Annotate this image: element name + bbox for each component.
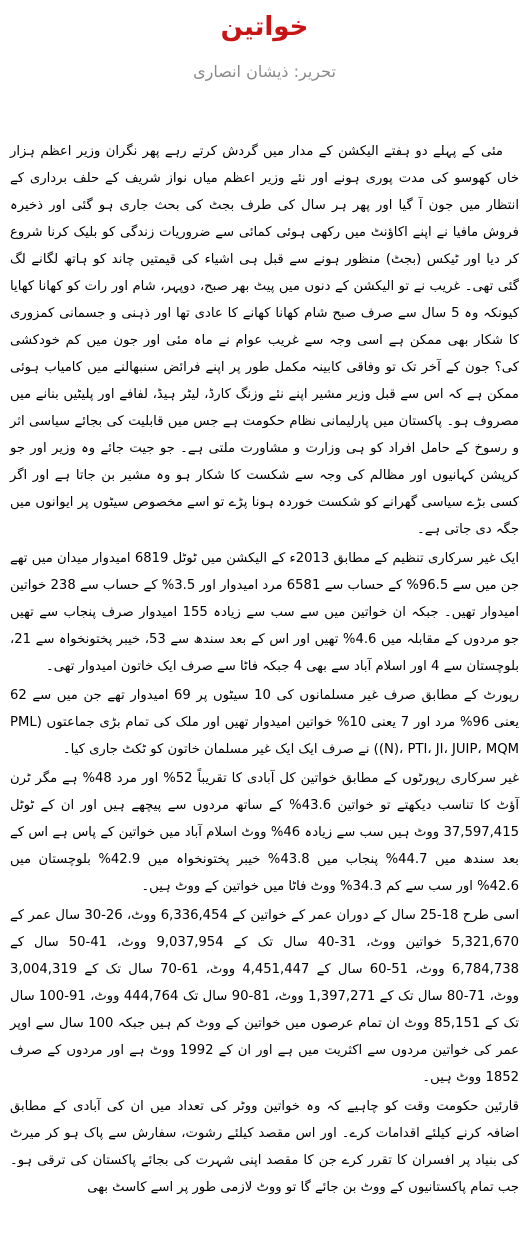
paragraph-intro: مئی کے پہلے دو ہفتے الیکشن کے مدار میں گردش کرتے رہے پھر نگران وزیر اعظم ہزار خاں کھوسو کی مدت پوری ہونے اور نئے وزیر اعظم میاں نواز شریف کے حلف برداری کے انتظار میں جون آ گیا اور پھر ہر سال کی طرف بجٹ کی بحث جاری ہو گئی اور ذخیرہ فروش مافیا نے اپنے اکاؤنٹ میں رکھی ہوئی کمائی سے ضروریات زندگی کو بلیک کرنا شروع کر دیا اور ٹیکس (بجٹ) منظور ہونے سے قبل ہی اشیاء کی قیمتیں چاند کو ہاتھ لگانے لگ گئی تھی۔ غریب نے تو الیکشن کے دنوں میں پیٹ بھر صبح، دوپہر، شام اور رات کو کھانا کھایا کیونکہ وہ 5 سال سے صرف صبح شام کھانا کھانے کا عادی تھا اور ذہنی و جسمانی کمزوری کا شکار بھی ممکن ہے اسی وجہ سے غریب عوام نے ماہ مئی اور جون میں کم خودکشی کی؟ جون کے آخر تک تو وفاقی کابینہ مکمل طور پر اپنے فرائض سنبھالنے میں کامیاب ہوئی ممکن ہے کہ اس سے قبل وزیر مشیر اپنے نئے وزنگ کارڈ، لیٹر ہیڈ، لفافے اور پلیٹیں بنانے میں مصروف ہو۔ پاکستان میں پارلیمانی نظام حکومت ہے جس میں قابلیت کی بجائے سیاسی اثر و رسوخ کے حامل افراد کو ہی وزارت و مشاورت ملتی ہے۔ جو جیت جائے وہ وزیر اور جو کرپشن کہانیوں اور مظالم کی وجہ سے شکست کا شکار ہو وہ مشیر بن جاتا ہے اور اگر کسی بڑے سیاسی گھرانے کو شکست خوردہ ہونا پڑے تو اسے مخصوص سیٹوں پر ایوانوں میں جگہ دی جاتی ہے۔ (10, 144, 520, 537)
paragraph-turnout: غیر سرکاری رپورٹوں کے مطابق خواتین کل آبادی کا تقریباً 52% اور مرد 48% ہے مگر ٹرن آؤٹ کا تناسب دیکھتے تو خواتین 43.6% کے ساتھ مردوں سے پیچھے ہیں اور ان کے ٹوٹل 37,597,415 ووٹ ہیں سب سے زیادہ 46% ووٹ اسلام آباد میں خواتین کے پاس ہے اس کے بعد سندھ میں 44.7% پنجاب میں 43.8% خیبر پختونخواہ میں 42.9% بلوچستان میں 42.6% اور سب سے کم 34.3% ووٹ فاٹا میں خواتین کے ووٹ ہیں۔ (10, 771, 519, 894)
article-body (10, 138, 519, 1201)
paragraph-age-groups: اسی طرح 18-25 سال کے دوران عمر کے خواتین کے 6,336,454 ووٹ، 26-30 سال عمر کے 5,321,670 خواتین ووٹ، 31-40 سال تک کے 9,037,954 ووٹ، 41-50 سال کے 6,784,738 ووٹ، 51-60 سال کے 4,451,447 ووٹ، 61-70 سال تک کے 3,004,319 ووٹ، 71-80 سال تک کے 1,397,271 ووٹ، 81-90 سال تک 444,764 ووٹ، 91-100 سال تک کے 85,151 ووٹ ان تمام عرصوں میں خواتین کے ووٹ کم ہیں جبکہ 100 سال سے اوپر عمر کی خواتین مردوں سے اکثریت میں ہے اور ان کے 1992 ووٹ ہے اور مردوں کے صرف 1852 ووٹ ہیں۔ (10, 908, 520, 1085)
paragraph-conclusion: قارئین حکومت وقت کو چاہیے کہ وہ خواتین ووٹر کی تعداد میں ان کی آبادی کے مطابق اضافہ کرنے کیلئے اقدامات کرے۔ اور اس مقصد کیلئے رشوت، سفارش سے پاک ہو کر میرٹ کی بنیاد پر افسران کا تقرر کرے جن کا مقصد اپنی شہرت کی بجائے پاکستان کی ترقی ہو۔ جب تمام پاکستانیوں کے ووٹ بن جائے گا تو ووٹ لازمی طور پر اسے کاسٹ بھی (10, 1099, 519, 1195)
paragraph-minority-seats: رپورٹ کے مطابق صرف غیر مسلمانوں کی 10 سیٹوں پر 69 امیدوار تھے جن میں سے 62 یعنی 96% مرد اور 7 یعنی 10% خواتین امیدوار تھیں اور ملک کی تمام بڑی جماعتوں (PML (N)، PTI، JI، JUIP، MQM) نے صرف ایک ایک غیر مسلمان خاتون کو ٹکٹ جاری کیا۔ (10, 688, 520, 757)
paragraph-candidates: ایک غیر سرکاری تنظیم کے مطابق 2013ء کے الیکشن میں ٹوٹل 6819 امیدوار میدان میں تھے جن میں سے 96.5% کے حساب سے 6581 مرد امیدوار اور 3.5% کے حساب سے 238 خواتین امیدوار تھیں۔ جبکہ ان خواتین میں سے سب سے زیادہ 155 امیدوار صرف پنجاب سے تھیں جو مردوں کے مقابلہ میں 4.6% تھیں اور اس کے بعد سندھ سے 53، خیبر پختونخواہ سے 21، بلوچستان سے 4 اور اسلام آباد سے بھی 4 جبکہ فاٹا سے صرف ایک خاتون امیدوار تھی۔ (10, 551, 520, 674)
article-title: خواتین (220, 12, 309, 42)
article-byline: تحریر: ذیشان انصاری (193, 62, 336, 81)
